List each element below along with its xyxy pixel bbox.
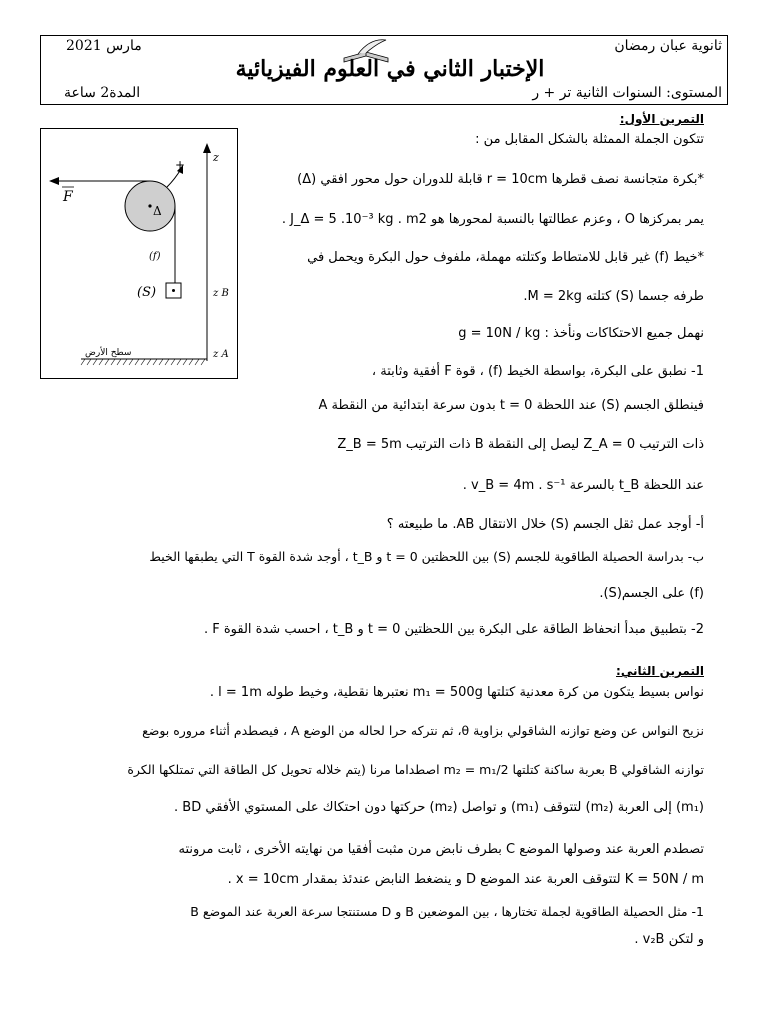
za-label: z A [213,349,229,360]
level-line: المستوى: السنوات الثانية تر + ر [532,85,722,101]
exercise1-heading: التمرين الأول: [619,112,704,126]
ex1-line-1: تتكون الجملة الممثلة بالشكل المقابل من : [475,132,704,147]
ex2-line-1: نواس بسيط يتكون من كرة معدنية كتلتها m₁ = 500g نعتبرها نقطية، وخيط طوله l = 1m . [209,685,704,700]
ex1-line-5: طرفه جسما (S) كتلته M = 2kg. [523,289,704,304]
mass-label: (S) [137,285,157,300]
pulley-diagram [41,129,237,378]
ex1-line-3: يمر بمركزها O ، وعزم عطالتها بالنسبة لمحورها هو J_Δ = 5 .10⁻³ kg . m2 . [281,212,704,227]
force-arrow-head [49,177,59,185]
ex2-line-5: تصطدم العربة عند وصولها الموضع C بطرف نابض مرن مثبت أفقيا من نهايته الأخرى ، ثابت مرونته [178,842,704,857]
ex1-line-8: فينطلق الجسم (S) عند اللحظة t = 0 بدون سرعة ابتدائية من النقطة A [318,398,704,413]
ex1-line-7: 1- نطبق على البكرة، بواسطة الخيط (f) ، قوة F أفقية وثابتة ، [371,364,704,379]
ground-label: سطح الأرض [85,348,132,358]
school-name: ثانوية عبان رمضان [614,38,722,54]
delta-label: Δ [153,204,162,218]
ex2-line-2: نزيح النواس عن وضع توازنه الشاقولي بزاوية θ، ثم نتركه حرا لحاله من الوضع A ، فيصطدم أثناء مروره بوضع [142,723,704,738]
force-label: F [63,189,73,205]
exercise2-heading: التمرين الثاني: [616,664,704,678]
ex1-line-9: ذات الترتيب Z_A = 0 ليصل إلى النقطة B ذات الترتيب Z_B = 5m [337,437,704,452]
ex1-line-10: عند اللحظة t_B بالسرعة v_B = 4m . s⁻¹ . [462,478,704,493]
figure-frame [40,128,238,379]
ex2-question-1-cont: و لتكن v₂B . [634,932,704,947]
exam-title: الإختبار الثاني في العلوم الفيزيائية [235,56,545,82]
ex1-question-2: 2- بتطبيق مبدأ انحفاظ الطاقة على البكرة بين اللحظتين t = 0 و t_B ، احسب شدة القوة F . [203,622,704,637]
zb-label: z B [213,288,229,299]
ex2-line-4: (m₁) إلى العربة (m₂) لتتوقف (m₁) و تواصل (m₂) حركتها دون احتكاك على المستوي الأفقي BD . [174,800,704,815]
ex1-question-b: ب- بدراسة الحصيلة الطاقوية للجسم (S) بين اللحظتين t = 0 و t_B ، أوجد شدة القوة T التي يطبقها الخيط [149,549,704,564]
ex2-line-3: توازنه الشاقولي B بعربة ساكنة كتلتها m₂ = m₁/2 اصطداما مرنا (يتم خلاله تحويل كل الطاقة التي تمتلكها الكرة [127,762,704,777]
duration-line: المدة2 ساعة [64,85,141,101]
pulley-center [148,204,151,207]
z-label: z [213,151,219,164]
z-axis-arrow [203,143,211,153]
ex2-line-6: K = 50N / m لتتوقف العربة عند الموضع D و ينضغط النابض عندئذ بمقدار x = 10cm . [227,872,704,887]
ex2-question-1: 1- مثل الحصيلة الطاقوية لجملة تختارها ، بين الموضعين B و D مستنتجا سرعة العربة عند الموضع B [190,904,704,919]
string-label: (f) [149,251,161,262]
ex1-question-a: أ- أوجد عمل ثقل الجسم (S) خلال الانتقال AB. ما طبيعته ؟ [386,517,704,532]
ex1-line-6: نهمل جميع الاحتكاكات ونأخذ : g = 10N / kg [458,326,704,341]
exam-date: مارس 2021 [66,38,142,54]
ground-hatching [81,359,205,365]
ex1-line-4: *خيط (f) غير قابل للامتطاط وكتلته مهملة، ملفوف حول البكرة ويحمل في [307,250,704,265]
ex1-question-b-cont: (f) على الجسم(S). [599,586,704,601]
plus-label: + [175,158,186,172]
ex1-line-2: *بكرة متجانسة نصف قطرها r = 10cm قابلة للدوران حول محور افقي (Δ) [297,172,704,187]
